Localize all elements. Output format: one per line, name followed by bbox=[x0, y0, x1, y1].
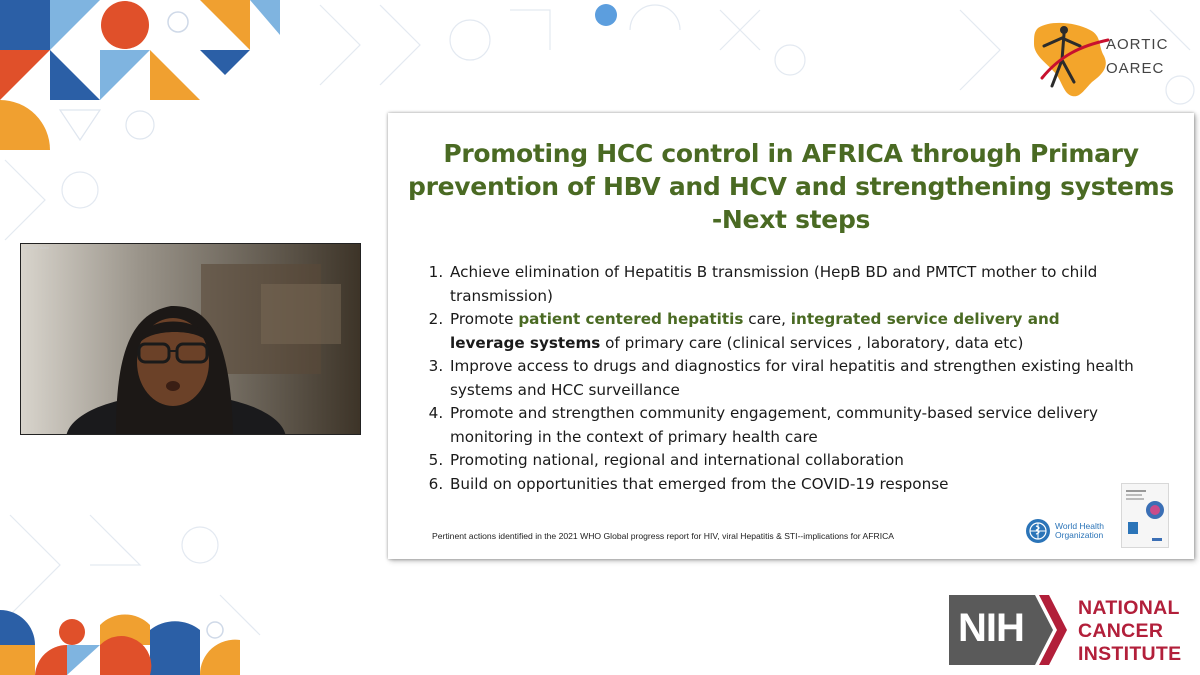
slide-title-line: Promoting HCC control in AFRICA through Primary bbox=[443, 139, 1139, 168]
presentation-slide bbox=[388, 113, 1194, 559]
slide-title-line: -Next steps bbox=[711, 205, 871, 234]
decor-top-left bbox=[0, 0, 280, 150]
next-step-text: care, bbox=[743, 310, 791, 328]
next-step-item bbox=[448, 449, 1138, 473]
next-step-item bbox=[448, 261, 1138, 308]
decor-bottom-left bbox=[0, 505, 270, 675]
slide-footnote: Pertinent actions identified in the 2021 WHO Global progress report for HIV, viral Hepatitis & STI--implications for AFRICA bbox=[432, 531, 895, 541]
aortic-logo-emblem bbox=[1030, 16, 1190, 100]
nci-line: INSTITUTE bbox=[1078, 643, 1182, 665]
who-name bbox=[1055, 522, 1104, 540]
oarec-name: OAREC bbox=[1106, 60, 1165, 77]
nih-logo-text: NIH bbox=[958, 606, 1024, 650]
report-cover-graphic bbox=[1122, 484, 1168, 547]
decor-left-middle bbox=[0, 150, 120, 250]
next-steps-list bbox=[426, 261, 1138, 496]
speaker-video-tile[interactable] bbox=[20, 243, 361, 435]
speaker-video-label: speaker video bbox=[24, 245, 49, 250]
next-step-item bbox=[448, 308, 1138, 355]
next-step-text: Promote and strengthen community engagement, community-based service delivery monitoring in the context of primary health care bbox=[450, 404, 1098, 446]
who-emblem-icon bbox=[1025, 518, 1051, 544]
next-step-text: Improve access to drugs and diagnostics for viral hepatitis and strengthen existing health systems and HCC surveillance bbox=[450, 357, 1134, 399]
nci-line: NATIONAL bbox=[1078, 597, 1180, 619]
aortic-name: AORTIC bbox=[1106, 36, 1169, 53]
decor-top-center bbox=[300, 0, 820, 100]
next-step-text: Achieve elimination of Hepatitis B transmission (HepB BD and PMTCT mother to child transmission) bbox=[450, 263, 1098, 305]
report-cover-thumbnail bbox=[1121, 483, 1169, 548]
next-step-text: leverage systems bbox=[450, 333, 601, 352]
who-logo bbox=[1025, 518, 1104, 544]
next-step-text: integrated service delivery and bbox=[790, 310, 1060, 328]
next-step-text: of primary care (clinical services , laboratory, data etc) bbox=[600, 333, 1024, 352]
who-name-line: World Health bbox=[1055, 521, 1104, 531]
next-step-text: patient centered hepatitis bbox=[518, 310, 744, 328]
slide-title bbox=[388, 137, 1194, 236]
next-step-item bbox=[448, 402, 1138, 449]
next-step-item bbox=[448, 473, 1138, 497]
next-step-text: Build on opportunities that emerged from the COVID-19 response bbox=[450, 474, 949, 493]
speaker-video-frame bbox=[21, 244, 360, 434]
who-name-line: Organization bbox=[1055, 530, 1104, 540]
slide-title-line: prevention of HBV and HCV and strengthening systems bbox=[408, 172, 1174, 201]
next-step-text: Promoting national, regional and international collaboration bbox=[450, 451, 904, 469]
next-step-text: Promote bbox=[450, 310, 519, 328]
next-step-item bbox=[448, 355, 1138, 402]
nci-line: CANCER bbox=[1078, 620, 1164, 642]
